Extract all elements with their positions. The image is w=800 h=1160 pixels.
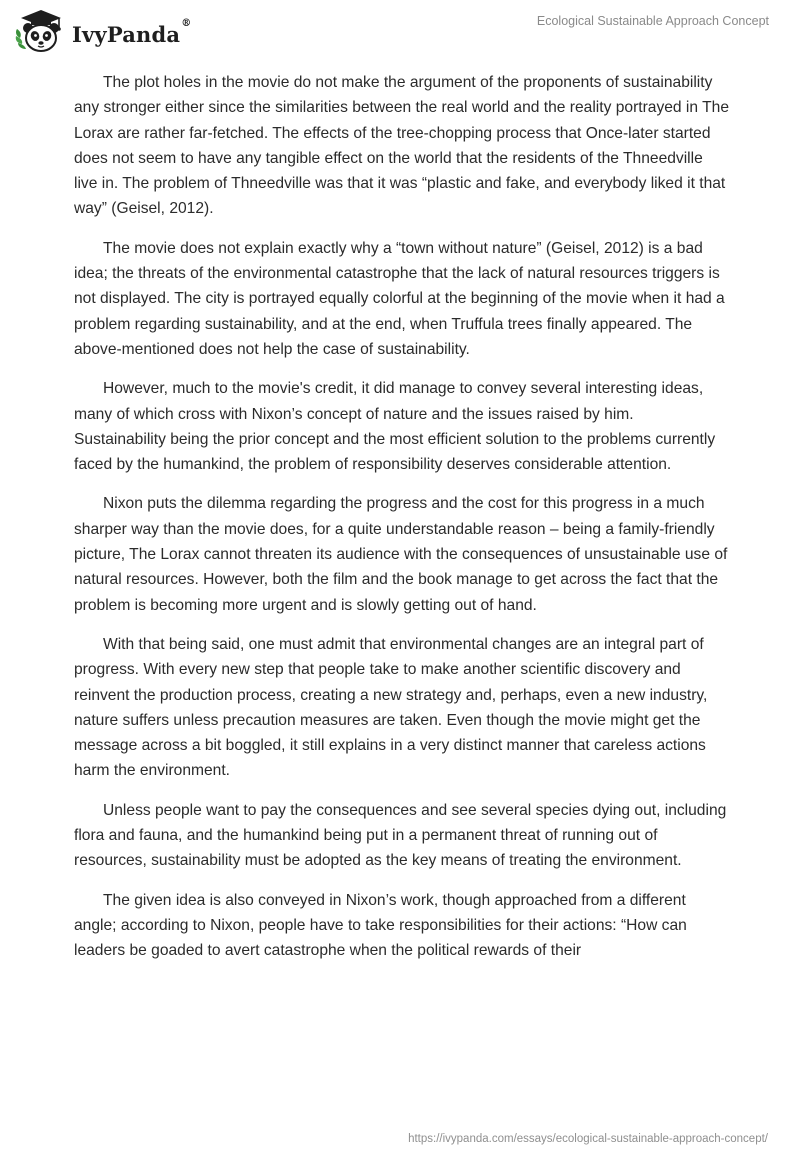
ivypanda-logo[interactable] xyxy=(14,8,191,54)
source-url[interactable]: https://ivypanda.com/essays/ecological-sustainable-approach-concept/ xyxy=(408,1133,768,1145)
essay-paragraph: The plot holes in the movie do not make the argument of the proponents of sustainability any stronger either since the similarities between the real world and the reality portrayed in The Lorax are rather far-fetched. The effects of the tree-chopping process that Once-later started does not seem to have any tangible effect on the world that the residents of the Thneedville live in. The problem of Thneedville was that it was “plastic and fake, and everybody liked it that way” (Geisel, 2012). xyxy=(74,74,729,218)
essay-paragraph: With that being said, one must admit that environmental changes are an integral part of progress. With every new step that people take to make another scientific discovery and reinvent the production process, creating a new strategy and, perhaps, even a new industry, nature suffers unless precaution measures are taken. Even though the movie might get the message across a bit boggled, it still explains in a very distinct manner that careless actions harm the environment. xyxy=(74,635,708,780)
essay-body xyxy=(74,70,729,978)
essay-paragraph: The given idea is also conveyed in Nixon’s work, though approached from a different angle; according to Nixon, people have to take responsibilities for their actions: “How can leaders be goaded to avert catastrophe when the political rewards of their xyxy=(74,891,687,960)
essay-paragraph: However, much to the movie's credit, it did manage to convey several interesting ideas, many of which cross with Nixon’s concept of nature and the issues raised by him. Sustainability being the prior concept and the most efficient solution to the problems currently faced by the humankind, the problem of responsibility deserves considerable attention. xyxy=(74,380,716,474)
essay-paragraph: Nixon puts the dilemma regarding the progress and the cost for this progress in a much sharper way than the movie does, for a quite understandable reason – being a family-friendly picture, The Lorax cannot threaten its audience with the consequences of unsustainable use of natural resources. However, both the film and the book manage to get across the fact that the problem is becoming more urgent and is slowly getting out of hand. xyxy=(74,495,728,614)
page-header xyxy=(0,0,800,60)
essay-paragraph: Unless people want to pay the consequences and see several species dying out, including flora and fauna, and the humankind being put in a permanent threat of running out of resources, sustainability must be adopted as the key means of treating the environment. xyxy=(74,801,727,870)
essay-paragraph: The movie does not explain exactly why a “town without nature” (Geisel, 2012) is a bad idea; the threats of the environmental catastrophe that the lack of natural resources triggers is not displayed. The city is portrayed equally colorful at the beginning of the movie when it had a problem regarding sustainability, and at the end, when Truffula trees finally appeared. The above-mentioned does not help the case of sustainability. xyxy=(74,239,725,358)
logo-wordmark xyxy=(72,17,192,47)
registered-mark: ® xyxy=(181,17,192,29)
logo-name: IvyPanda xyxy=(72,21,181,47)
document-title: Ecological Sustainable Approach Concept xyxy=(536,14,769,28)
panda-graduate-icon xyxy=(14,8,68,54)
